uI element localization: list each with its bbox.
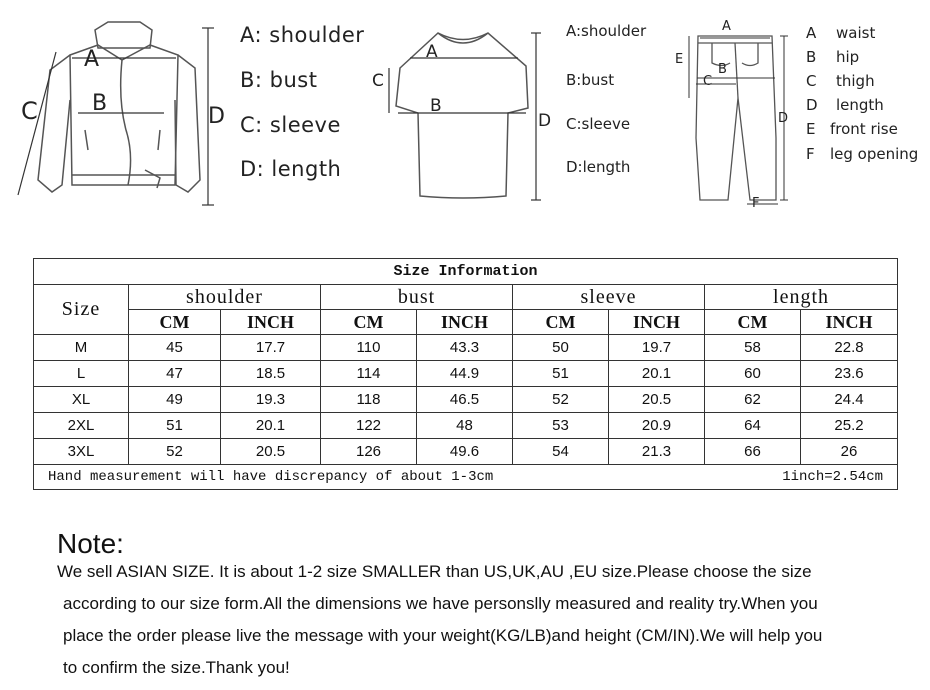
value-cell: 54 xyxy=(513,439,609,465)
group-header-shoulder: shoulder xyxy=(129,285,321,310)
pants-dim-b: B xyxy=(718,62,727,77)
note-line: place the order please live the message with your weight(KG/LB)and height (CM/IN).We will help you xyxy=(63,626,823,645)
pants-dim-d: D xyxy=(778,111,789,126)
table-row xyxy=(34,387,898,413)
pants-dim-e: E xyxy=(675,52,684,67)
unit-header: INCH xyxy=(221,310,321,335)
value-cell: 22.8 xyxy=(801,335,898,361)
jacket-dim-d: D xyxy=(208,104,225,129)
value-cell: 45 xyxy=(129,335,221,361)
value-cell: 122 xyxy=(321,413,417,439)
tshirt-legend-length: D:length xyxy=(566,158,631,176)
value-cell: 47 xyxy=(129,361,221,387)
value-cell: 21.3 xyxy=(609,439,705,465)
value-cell: 20.5 xyxy=(221,439,321,465)
size-cell: 3XL xyxy=(34,439,129,465)
size-column-header: Size xyxy=(34,285,129,335)
note-line: to confirm the size.Thank you! xyxy=(63,658,290,677)
unit-header: CM xyxy=(321,310,417,335)
pants-legend-letter-e: E xyxy=(806,120,816,138)
value-cell: 17.7 xyxy=(221,335,321,361)
value-cell: 126 xyxy=(321,439,417,465)
tshirt-dim-b: B xyxy=(430,96,442,116)
pants-legend-letter-d: D xyxy=(806,96,818,114)
tshirt-legend-sleeve: C:sleeve xyxy=(566,115,631,133)
tshirt-legend-bust: B:bust xyxy=(566,71,615,89)
unit-header: CM xyxy=(513,310,609,335)
group-header-length: length xyxy=(705,285,898,310)
pants-diagram xyxy=(672,18,807,213)
value-cell: 23.6 xyxy=(801,361,898,387)
value-cell: 64 xyxy=(705,413,801,439)
value-cell: 58 xyxy=(705,335,801,361)
tshirt-illustration xyxy=(368,18,558,208)
jacket-legend-length: D: length xyxy=(240,157,342,181)
value-cell: 19.7 xyxy=(609,335,705,361)
unit-header: CM xyxy=(705,310,801,335)
tshirt-dim-c: C xyxy=(372,71,384,91)
value-cell: 26 xyxy=(801,439,898,465)
size-cell: M xyxy=(34,335,129,361)
pants-legend-leg-opening: leg opening xyxy=(830,145,919,163)
unit-header: INCH xyxy=(609,310,705,335)
measurement-disclaimer: Hand measurement will have discrepancy of about 1-3cm xyxy=(48,469,494,485)
value-cell: 44.9 xyxy=(417,361,513,387)
jacket-diagram xyxy=(0,0,230,215)
value-cell: 114 xyxy=(321,361,417,387)
pants-legend-letter-b: B xyxy=(806,48,817,66)
pants-legend xyxy=(806,24,926,174)
value-cell: 25.2 xyxy=(801,413,898,439)
value-cell: 53 xyxy=(513,413,609,439)
pants-legend-front-rise: front rise xyxy=(830,120,898,138)
table-row xyxy=(34,413,898,439)
jacket-legend-shoulder: A: shoulder xyxy=(240,23,365,47)
value-cell: 20.1 xyxy=(609,361,705,387)
size-cell: L xyxy=(34,361,129,387)
pants-legend-waist: waist xyxy=(836,24,876,42)
pants-dim-f: F xyxy=(752,196,760,211)
inch-conversion: 1inch=2.54cm xyxy=(782,469,884,485)
pants-legend-hip: hip xyxy=(836,48,860,66)
value-cell: 20.9 xyxy=(609,413,705,439)
value-cell: 20.5 xyxy=(609,387,705,413)
table-row xyxy=(34,335,898,361)
pants-legend-length: length xyxy=(836,96,884,114)
note-line: according to our size form.All the dimensions we have personslly measured and reality try.When you xyxy=(63,594,818,613)
group-header-sleeve: sleeve xyxy=(513,285,705,310)
table-row xyxy=(34,439,898,465)
value-cell: 50 xyxy=(513,335,609,361)
unit-header: INCH xyxy=(801,310,898,335)
value-cell: 60 xyxy=(705,361,801,387)
value-cell: 118 xyxy=(321,387,417,413)
jacket-legend-bust: B: bust xyxy=(240,68,318,92)
tshirt-dim-a: A xyxy=(426,42,438,62)
jacket-dim-c: C xyxy=(21,97,38,125)
value-cell: 110 xyxy=(321,335,417,361)
pants-dim-c: C xyxy=(703,74,713,89)
jacket-dim-a: A xyxy=(84,47,100,72)
value-cell: 66 xyxy=(705,439,801,465)
size-table xyxy=(33,258,898,490)
value-cell: 24.4 xyxy=(801,387,898,413)
size-cell: XL xyxy=(34,387,129,413)
value-cell: 52 xyxy=(129,439,221,465)
pants-dim-a: A xyxy=(722,19,731,34)
value-cell: 18.5 xyxy=(221,361,321,387)
value-cell: 43.3 xyxy=(417,335,513,361)
value-cell: 48 xyxy=(417,413,513,439)
table-title: Size Information xyxy=(34,259,898,285)
value-cell: 62 xyxy=(705,387,801,413)
tshirt-legend-shoulder: A:shoulder xyxy=(566,22,647,40)
tshirt-legend xyxy=(566,22,666,182)
value-cell: 52 xyxy=(513,387,609,413)
group-header-bust: bust xyxy=(321,285,513,310)
tshirt-dim-d: D xyxy=(538,111,552,131)
value-cell: 49 xyxy=(129,387,221,413)
value-cell: 20.1 xyxy=(221,413,321,439)
note-line: We sell ASIAN SIZE. It is about 1-2 size SMALLER than US,UK,AU ,EU size.Please choose the size xyxy=(57,562,812,581)
jacket-dim-b: B xyxy=(92,91,108,116)
value-cell: 46.5 xyxy=(417,387,513,413)
value-cell: 51 xyxy=(129,413,221,439)
note-title: Note: xyxy=(57,528,124,559)
value-cell: 51 xyxy=(513,361,609,387)
value-cell: 19.3 xyxy=(221,387,321,413)
table-row xyxy=(34,361,898,387)
tshirt-diagram xyxy=(368,18,558,208)
pants-legend-letter-c: C xyxy=(806,72,817,90)
size-cell: 2XL xyxy=(34,413,129,439)
pants-legend-thigh: thigh xyxy=(836,72,875,90)
unit-header: INCH xyxy=(417,310,513,335)
pants-legend-letter-f: F xyxy=(806,145,815,163)
pants-legend-letter-a: A xyxy=(806,24,817,42)
unit-header: CM xyxy=(129,310,221,335)
table-footer xyxy=(34,465,898,490)
value-cell: 49.6 xyxy=(417,439,513,465)
jacket-legend-sleeve: C: sleeve xyxy=(240,113,341,137)
